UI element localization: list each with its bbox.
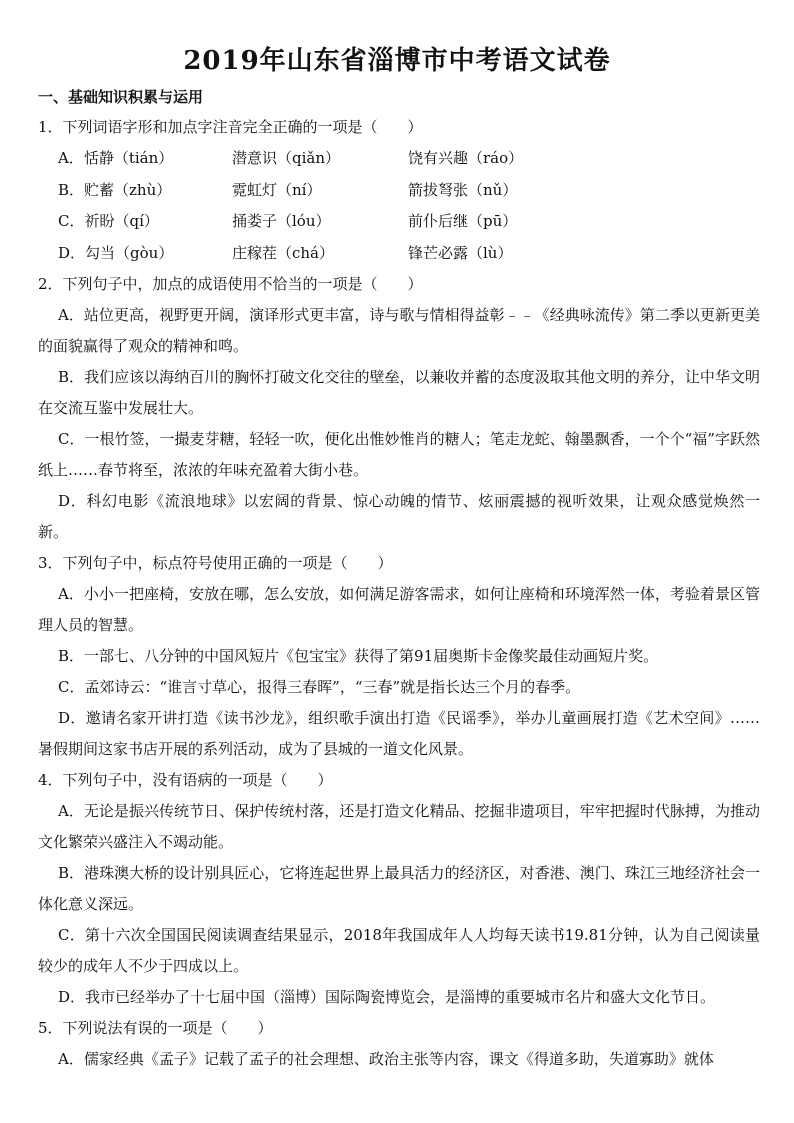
q1-option: 捅娄子（lóu） <box>232 212 331 230</box>
q4-option-c: C．第十六次全国国民阅读调查结果显示，2018年我国成年人人均每天读书19.81分钟，认为自己阅读量较少的成年人不少于四成以上。 <box>38 926 760 975</box>
q1-option: B．贮蓄（zhù） <box>58 180 172 199</box>
q1-option: 饶有兴趣（ráo） <box>408 149 524 167</box>
question-1-options <box>38 143 760 269</box>
q4-option-a: A．无论是振兴传统节日、保护传统村落，还是打造文化精品、挖掘非遗项目，牢牢把握时代脉搏，为推动文化繁荣兴盛注入不竭动能。 <box>38 802 760 851</box>
section-heading: 一、基础知识积累与运用 <box>38 88 204 106</box>
q3-option-a: A．小小一把座椅，安放在哪，怎么安放，如何满足游客需求，如何让座椅和环境浑然一体，考验着景区管理人员的智慧。 <box>38 585 760 634</box>
q1-option: C．祈盼（qí） <box>58 212 159 230</box>
page-title: 2019年山东省淄博市中考语文试卷 <box>183 46 611 76</box>
q1-option: 箭拔弩张（nǔ） <box>408 180 518 199</box>
q2-option-b: B．我们应该以海纳百川的胸怀打破文化交往的壁垒，以兼收并蓄的态度汲取其他文明的养分，让中华文明在交流互鉴中发展壮大。 <box>38 368 760 417</box>
q3-option-b: B．一部七、八分钟的中国风短片《包宝宝》获得了第91届奥斯卡金像奖最佳动画短片奖。 <box>58 647 659 665</box>
q1-option: D．勾当（gòu） <box>58 243 174 262</box>
question-4-stem: 4．下列句子中，没有语病的一项是（ ） <box>38 771 333 789</box>
q2-option-d: D．科幻电影《流浪地球》以宏阔的背景、惊心动魄的情节、炫丽震撼的视听效果，让观众感觉焕然一新。 <box>38 492 760 541</box>
question-2-stem: 2．下列句子中，加点的成语使用不恰当的一项是（ ） <box>38 275 423 293</box>
q1-option: 霓虹灯（ní） <box>232 180 322 199</box>
q4-option-b: B．港珠澳大桥的设计别具匠心，它将连起世界上最具活力的经济区，对香港、澳门、珠江三地经济社会一体化意义深远。 <box>38 864 760 913</box>
question-3-stem: 3．下列句子中，标点符号使用正确的一项是（ ） <box>38 554 393 572</box>
q3-option-d: D．邀请名家开讲打造《读书沙龙》，组织歌手演出打造《民谣季》，举办儿童画展打造《艺术空间》……暑假期间这家书店开展的系列活动，成为了县城的一道文化风景。 <box>38 709 760 758</box>
q4-option-d: D．我市已经举办了十七届中国（淄博）国际陶瓷博览会，是淄博的重要城市名片和盛大文化节日。 <box>58 988 716 1006</box>
q3-option-c: C．孟郊诗云：“谁言寸草心，报得三春晖”，“三春”就是指长达三个月的春季。 <box>58 678 581 696</box>
question-5-stem: 5．下列说法有误的一项是（ ） <box>38 1019 273 1037</box>
q1-option: 锋芒必露（lù） <box>408 243 513 262</box>
question-content <box>38 112 760 1075</box>
question-1-stem: 1．下列词语字形和加点字注音完全正确的一项是（ ） <box>38 118 423 136</box>
q5-option-a: A．儒家经典《孟子》记载了孟子的社会理想、政治主张等内容，课文《得道多助，失道寡助》就体 <box>58 1050 714 1068</box>
q1-option: A．恬静（tián） <box>58 149 174 167</box>
q1-option: 潜意识（qiǎn） <box>232 149 341 167</box>
q2-option-c: C．一根竹签，一撮麦芽糖，轻轻一吹，便化出惟妙惟肖的糖人；笔走龙蛇、翰墨飘香，一个个“福”字跃然纸上……春节将至，浓浓的年味充盈着大街小巷。 <box>38 430 760 479</box>
q1-option: 庄稼茬（chá） <box>232 243 335 262</box>
q1-option: 前仆后继（pū） <box>408 212 518 230</box>
q2-option-a: A．站位更高，视野更开阔，演译形式更丰富，诗与歌与情相得益彰﹣﹣《经典咏流传》第二季以更新更美的面貌赢得了观众的精神和鸣。 <box>38 306 760 355</box>
